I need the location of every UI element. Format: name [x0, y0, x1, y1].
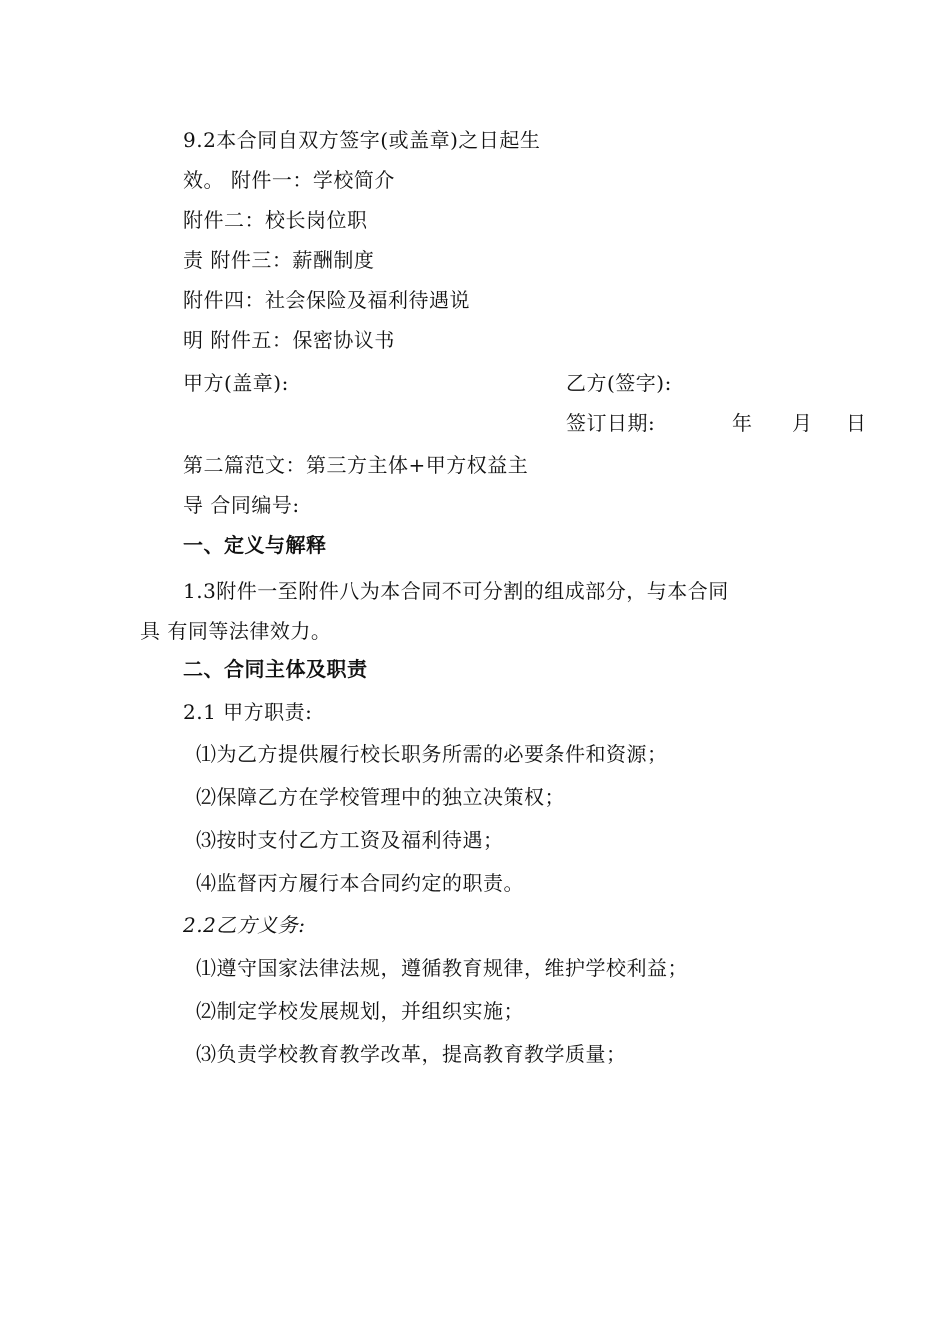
clause-2-2-title: 2.2乙方义务:	[183, 913, 306, 937]
party-b-sign-label: 乙方(签字):	[566, 371, 672, 395]
party-a-duty-3: ⑶按时支付乙方工资及福利待遇；	[196, 828, 504, 852]
party-a-seal-label: 甲方(盖章):	[183, 371, 289, 395]
clause-1-3-line-1: 1.3附件一至附件八为本合同不可分割的组成部分，与本合同	[183, 579, 729, 603]
party-a-duty-4: ⑷监督丙方履行本合同约定的职责。	[196, 871, 524, 895]
clause-2-1-title: 2.1 甲方职责:	[183, 700, 313, 724]
party-a-duty-2: ⑵保障乙方在学校管理中的独立决策权；	[196, 785, 565, 809]
contract-number-line: 导 合同编号:	[183, 493, 300, 517]
sign-date-label: 签订日期:	[566, 411, 656, 435]
sign-date-day: 日	[846, 411, 867, 435]
attachment-3-line: 责 附件三：薪酬制度	[183, 248, 375, 272]
clause-1-3-line-2: 具 有同等法律效力。	[140, 619, 332, 643]
sign-date-year: 年	[732, 411, 753, 435]
sign-date-month: 月	[792, 411, 813, 435]
party-b-duty-1: ⑴遵守国家法律法规，遵循教育规律，维护学校利益；	[196, 956, 688, 980]
section-2-heading: 二、合同主体及职责	[183, 657, 368, 681]
party-b-duty-2: ⑵制定学校发展规划，并组织实施；	[196, 999, 524, 1023]
effect-clause-line-2: 效。 附件一：学校简介	[183, 168, 395, 192]
attachment-2-line: 附件二：校长岗位职	[183, 208, 368, 232]
second-sample-title: 第二篇范文：第三方主体+甲方权益主	[183, 453, 529, 477]
party-b-duty-3: ⑶负责学校教育教学改革，提高教育教学质量；	[196, 1042, 627, 1066]
attachment-5-line: 明 附件五：保密协议书	[183, 328, 395, 352]
party-a-duty-1: ⑴为乙方提供履行校长职务所需的必要条件和资源；	[196, 742, 668, 766]
effect-clause-line-1: 9.2本合同自双方签字(或盖章)之日起生	[183, 128, 541, 152]
attachment-4-line: 附件四：社会保险及福利待遇说	[183, 288, 470, 312]
section-1-heading: 一、定义与解释	[183, 533, 327, 557]
